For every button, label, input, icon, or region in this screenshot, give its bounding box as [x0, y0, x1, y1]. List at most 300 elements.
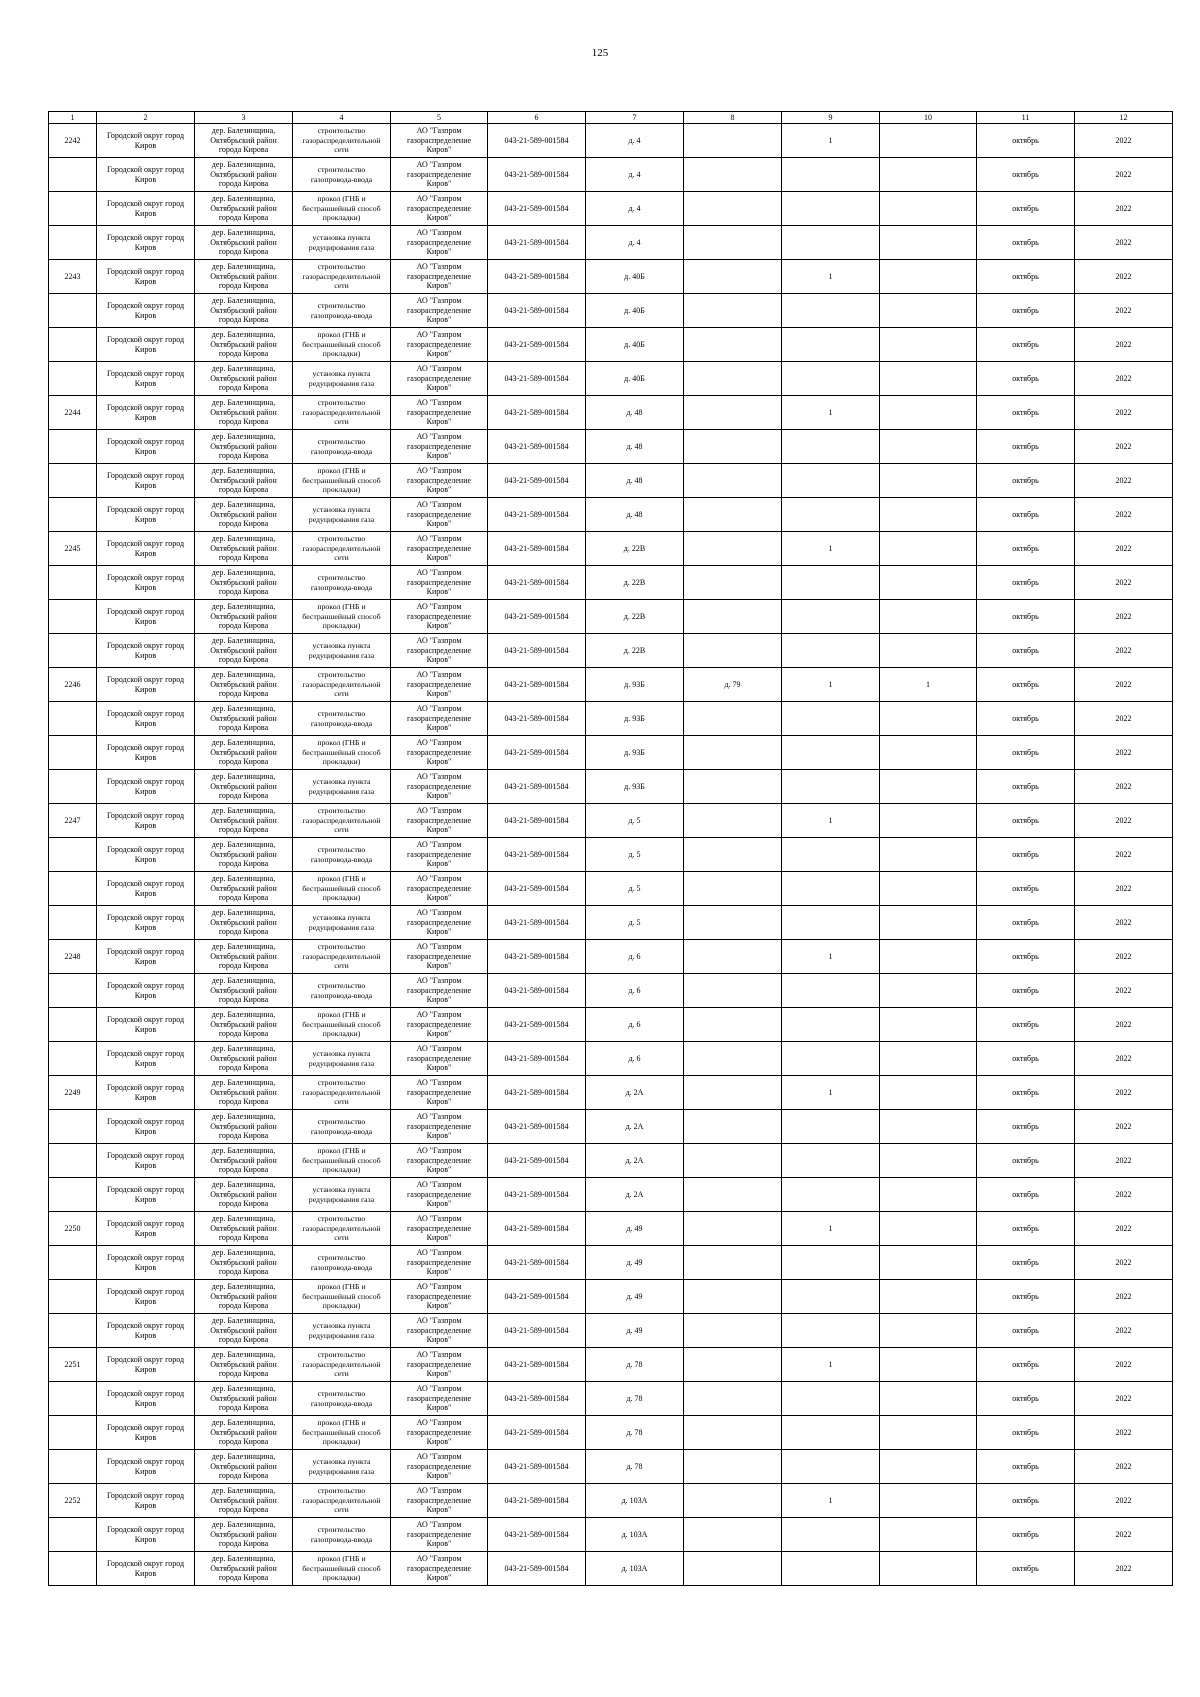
cell-organization [391, 1110, 488, 1144]
cell-organization [391, 838, 488, 872]
cell-month [977, 600, 1075, 634]
cell-count-1 [782, 1110, 880, 1144]
cell-program-code [488, 1110, 586, 1144]
cell-text: Городской округ город Киров [106, 1389, 185, 1408]
cell-count-1 [782, 1518, 880, 1552]
cell-settlement [195, 192, 293, 226]
cell-municipality [97, 430, 195, 464]
table-row [49, 192, 1173, 226]
cell-count-2 [880, 1416, 977, 1450]
cell-house-1 [586, 260, 684, 294]
column-header: 3 [195, 112, 293, 124]
cell-count-2 [880, 668, 977, 702]
cell-text: дер. Балезинщина, Октябрьский район города Кирова [210, 296, 277, 325]
cell-house-1 [586, 974, 684, 1008]
cell-municipality [97, 158, 195, 192]
cell-text: строительство газопровода-ввода [310, 1253, 373, 1272]
cell-text: 2022 [1115, 611, 1132, 621]
cell-text: 043-21-589-001584 [504, 1257, 569, 1267]
cell-month [977, 940, 1075, 974]
cell-program-code [488, 498, 586, 532]
cell-text: 043-21-589-001584 [504, 951, 569, 961]
cell-municipality [97, 1042, 195, 1076]
cell-municipality [97, 1450, 195, 1484]
cell-row-number [49, 974, 97, 1008]
column-header: 8 [684, 112, 782, 124]
cell-text: 1 [828, 679, 833, 689]
cell-settlement [195, 1450, 293, 1484]
cell-work-type [293, 430, 391, 464]
cell-count-2 [880, 702, 977, 736]
cell-house-1 [586, 804, 684, 838]
cell-text: 043-21-589-001584 [504, 815, 569, 825]
cell-organization [391, 1246, 488, 1280]
cell-text: Городской округ город Киров [106, 369, 185, 388]
cell-count-1 [782, 1484, 880, 1518]
cell-month [977, 464, 1075, 498]
cell-text: строительство газораспределительной сети [302, 1350, 381, 1379]
cell-text: Городской округ город Киров [106, 471, 185, 490]
cell-text: строительство газораспределительной сети [302, 1214, 381, 1243]
cell-row-number [49, 600, 97, 634]
cell-text: 043-21-589-001584 [504, 1325, 569, 1335]
cell-text: октябрь [1012, 509, 1039, 519]
cell-house-2 [684, 362, 782, 396]
cell-text: 2250 [64, 1223, 81, 1233]
cell-year [1075, 1552, 1173, 1586]
cell-work-type [293, 634, 391, 668]
cell-program-code [488, 1246, 586, 1280]
cell-count-1 [782, 600, 880, 634]
cell-count-1 [782, 770, 880, 804]
cell-program-code [488, 1518, 586, 1552]
cell-program-code [488, 634, 586, 668]
table-row [49, 1008, 1173, 1042]
cell-text: дер. Балезинщина, Октябрьский район города Кирова [210, 126, 277, 155]
cell-text: д. 4 [628, 169, 641, 179]
cell-text: д. 2А [625, 1189, 644, 1199]
cell-text: строительство газопровода-ввода [310, 165, 373, 184]
cell-work-type [293, 1314, 391, 1348]
cell-year [1075, 1382, 1173, 1416]
cell-settlement [195, 736, 293, 770]
cell-text: октябрь [1012, 849, 1039, 859]
cell-text: 2022 [1115, 509, 1132, 519]
cell-row-number [49, 940, 97, 974]
cell-text: октябрь [1012, 1393, 1039, 1403]
cell-work-type [293, 1042, 391, 1076]
cell-house-1 [586, 1178, 684, 1212]
cell-row-number [49, 1212, 97, 1246]
cell-count-2 [880, 974, 977, 1008]
cell-year [1075, 1212, 1173, 1246]
cell-program-code [488, 192, 586, 226]
cell-text: д. 2А [625, 1155, 644, 1165]
cell-text: Городской округ город Киров [106, 1185, 185, 1204]
cell-text: строительство газораспределительной сети [302, 398, 381, 427]
cell-text: Городской округ город Киров [106, 1423, 185, 1442]
table-row [49, 1212, 1173, 1246]
cell-settlement [195, 940, 293, 974]
cell-year [1075, 1348, 1173, 1382]
cell-municipality [97, 1484, 195, 1518]
cell-count-1 [782, 906, 880, 940]
cell-text: 2022 [1115, 747, 1132, 757]
cell-month [977, 1246, 1075, 1280]
cell-organization [391, 1008, 488, 1042]
cell-row-number [49, 124, 97, 158]
cell-text: АО "Газпром газораспределение Киров" [406, 432, 472, 461]
cell-municipality [97, 1280, 195, 1314]
cell-count-2 [880, 362, 977, 396]
cell-count-1 [782, 1382, 880, 1416]
cell-count-2 [880, 498, 977, 532]
cell-year [1075, 396, 1173, 430]
cell-text: Городской округ город Киров [106, 199, 185, 218]
cell-text: 2022 [1115, 1461, 1132, 1471]
cell-text: д. 48 [626, 475, 643, 485]
cell-text: д. 49 [626, 1325, 643, 1335]
cell-text: д. 22В [623, 645, 646, 655]
cell-month [977, 1008, 1075, 1042]
table-row [49, 464, 1173, 498]
cell-text: Городской округ город Киров [106, 1559, 185, 1578]
cell-program-code [488, 532, 586, 566]
cell-work-type [293, 1212, 391, 1246]
table-row [49, 1348, 1173, 1382]
cell-text: октябрь [1012, 645, 1039, 655]
cell-year [1075, 192, 1173, 226]
cell-organization [391, 430, 488, 464]
cell-text: д. 6 [628, 985, 641, 995]
cell-text: 2022 [1115, 441, 1132, 451]
cell-house-1 [586, 1110, 684, 1144]
cell-text: дер. Балезинщина, Октябрьский район города Кирова [210, 466, 277, 495]
cell-house-2 [684, 1144, 782, 1178]
table-row [49, 1450, 1173, 1484]
cell-text: АО "Газпром газораспределение Киров" [406, 738, 472, 767]
cell-month [977, 226, 1075, 260]
cell-program-code [488, 260, 586, 294]
cell-row-number [49, 1246, 97, 1280]
cell-house-1 [586, 566, 684, 600]
cell-text: 043-21-589-001584 [504, 747, 569, 757]
cell-organization [391, 872, 488, 906]
cell-text: Городской округ город Киров [106, 1219, 185, 1238]
cell-row-number [49, 838, 97, 872]
cell-work-type [293, 1144, 391, 1178]
cell-text: дер. Балезинщина, Октябрьский район города Кирова [210, 398, 277, 427]
cell-month [977, 1076, 1075, 1110]
cell-year [1075, 1110, 1173, 1144]
cell-text: октябрь [1012, 917, 1039, 927]
cell-house-2 [684, 1178, 782, 1212]
cell-text: дер. Балезинщина, Октябрьский район города Кирова [210, 738, 277, 767]
cell-year [1075, 1314, 1173, 1348]
cell-count-2 [880, 124, 977, 158]
cell-text: д. 40Б [624, 339, 645, 349]
cell-month [977, 1518, 1075, 1552]
cell-house-2 [684, 668, 782, 702]
cell-text: Городской округ город Киров [106, 267, 185, 286]
cell-text: д. 49 [626, 1223, 643, 1233]
cell-house-1 [586, 872, 684, 906]
column-header: 10 [880, 112, 977, 124]
cell-text: д. 40Б [624, 373, 645, 383]
cell-program-code [488, 464, 586, 498]
cell-program-code [488, 294, 586, 328]
cell-year [1075, 600, 1173, 634]
cell-house-2 [684, 1484, 782, 1518]
cell-organization [391, 906, 488, 940]
cell-work-type [293, 260, 391, 294]
cell-text: АО "Газпром газораспределение Киров" [406, 670, 472, 699]
cell-settlement [195, 668, 293, 702]
cell-count-2 [880, 634, 977, 668]
cell-text: дер. Балезинщина, Октябрьский район города Кирова [210, 840, 277, 869]
cell-text: д. 79 [724, 679, 741, 689]
cell-year [1075, 906, 1173, 940]
cell-settlement [195, 1484, 293, 1518]
cell-house-2 [684, 1518, 782, 1552]
cell-month [977, 1348, 1075, 1382]
cell-settlement [195, 702, 293, 736]
cell-settlement [195, 1416, 293, 1450]
cell-text: АО "Газпром газораспределение Киров" [406, 772, 472, 801]
cell-house-2 [684, 294, 782, 328]
cell-month [977, 1280, 1075, 1314]
cell-organization [391, 1450, 488, 1484]
cell-organization [391, 532, 488, 566]
cell-house-1 [586, 464, 684, 498]
cell-year [1075, 430, 1173, 464]
cell-program-code [488, 430, 586, 464]
cell-text: октябрь [1012, 135, 1039, 145]
cell-text: дер. Балезинщина, Октябрьский район города Кирова [210, 1248, 277, 1277]
cell-settlement [195, 1110, 293, 1144]
cell-municipality [97, 1552, 195, 1586]
cell-text: 2022 [1115, 815, 1132, 825]
column-header: 2 [97, 112, 195, 124]
cell-text: октябрь [1012, 169, 1039, 179]
cell-house-2 [684, 1008, 782, 1042]
cell-work-type [293, 362, 391, 396]
cell-house-2 [684, 770, 782, 804]
cell-house-1 [586, 1144, 684, 1178]
cell-month [977, 566, 1075, 600]
cell-row-number [49, 226, 97, 260]
column-header: 9 [782, 112, 880, 124]
cell-text: дер. Балезинщина, Октябрьский район города Кирова [210, 1418, 277, 1447]
cell-house-2 [684, 1042, 782, 1076]
table-row [49, 770, 1173, 804]
table-row [49, 124, 1173, 158]
cell-count-1 [782, 226, 880, 260]
table-row [49, 1314, 1173, 1348]
cell-month [977, 872, 1075, 906]
table-body [49, 124, 1173, 1586]
cell-text: 043-21-589-001584 [504, 305, 569, 315]
cell-text: Городской округ город Киров [106, 437, 185, 456]
cell-count-1 [782, 294, 880, 328]
cell-text: установка пункта редуцирования газа [308, 369, 375, 388]
cell-municipality [97, 1348, 195, 1382]
cell-text: Городской округ город Киров [106, 573, 185, 592]
cell-month [977, 838, 1075, 872]
cell-settlement [195, 260, 293, 294]
cell-text: октябрь [1012, 1257, 1039, 1267]
cell-municipality [97, 668, 195, 702]
cell-text: дер. Балезинщина, Октябрьский район города Кирова [210, 976, 277, 1005]
table-row [49, 430, 1173, 464]
cell-text: 2022 [1115, 135, 1132, 145]
cell-text: 2022 [1115, 1359, 1132, 1369]
cell-text: Городской округ город Киров [106, 1083, 185, 1102]
cell-text: прокол (ГНБ и бестраншейный способ прокладки) [302, 330, 381, 359]
cell-text: д. 93Б [624, 747, 645, 757]
cell-text: октябрь [1012, 339, 1039, 349]
cell-text: д. 4 [628, 237, 641, 247]
cell-program-code [488, 770, 586, 804]
cell-program-code [488, 668, 586, 702]
cell-count-1 [782, 430, 880, 464]
cell-text: октябрь [1012, 1529, 1039, 1539]
cell-work-type [293, 532, 391, 566]
table-row [49, 906, 1173, 940]
cell-text: строительство газопровода-ввода [310, 709, 373, 728]
cell-text: октябрь [1012, 373, 1039, 383]
cell-municipality [97, 804, 195, 838]
cell-row-number [49, 294, 97, 328]
cell-text: 2022 [1115, 1257, 1132, 1267]
cell-row-number [49, 770, 97, 804]
cell-year [1075, 226, 1173, 260]
cell-text: 2022 [1115, 271, 1132, 281]
cell-work-type [293, 770, 391, 804]
cell-house-2 [684, 736, 782, 770]
cell-organization [391, 1076, 488, 1110]
cell-text: АО "Газпром газораспределение Киров" [406, 1452, 472, 1481]
cell-text: 2022 [1115, 237, 1132, 247]
cell-text: д. 22В [623, 543, 646, 553]
cell-month [977, 974, 1075, 1008]
cell-text: 043-21-589-001584 [504, 645, 569, 655]
cell-text: АО "Газпром газораспределение Киров" [406, 1520, 472, 1549]
cell-house-2 [684, 1246, 782, 1280]
cell-settlement [195, 532, 293, 566]
cell-text: октябрь [1012, 441, 1039, 451]
cell-house-2 [684, 702, 782, 736]
cell-count-1 [782, 1246, 880, 1280]
cell-program-code [488, 1178, 586, 1212]
cell-count-2 [880, 600, 977, 634]
cell-text: 2022 [1115, 1529, 1132, 1539]
cell-year [1075, 1076, 1173, 1110]
cell-organization [391, 1552, 488, 1586]
cell-organization [391, 328, 488, 362]
cell-text: Городской округ город Киров [106, 981, 185, 1000]
cell-text: строительство газораспределительной сети [302, 942, 381, 971]
cell-count-1 [782, 1280, 880, 1314]
cell-text: д. 78 [626, 1427, 643, 1437]
cell-text: октябрь [1012, 1189, 1039, 1199]
cell-text: 2022 [1115, 1053, 1132, 1063]
cell-month [977, 192, 1075, 226]
cell-program-code [488, 1042, 586, 1076]
cell-month [977, 736, 1075, 770]
cell-text: д. 78 [626, 1393, 643, 1403]
cell-program-code [488, 1008, 586, 1042]
cell-municipality [97, 600, 195, 634]
cell-text: АО "Газпром газораспределение Киров" [406, 500, 472, 529]
cell-text: дер. Балезинщина, Октябрьский район города Кирова [210, 942, 277, 971]
cell-text: АО "Газпром газораспределение Киров" [406, 534, 472, 563]
cell-month [977, 1042, 1075, 1076]
cell-text: дер. Балезинщина, Октябрьский район города Кирова [210, 874, 277, 903]
cell-text: установка пункта редуцирования газа [308, 913, 375, 932]
cell-program-code [488, 1416, 586, 1450]
cell-row-number [49, 1518, 97, 1552]
cell-month [977, 1382, 1075, 1416]
cell-house-1 [586, 294, 684, 328]
cell-text: 043-21-589-001584 [504, 441, 569, 451]
table-row [49, 940, 1173, 974]
table-row [49, 702, 1173, 736]
cell-text: д. 103А [621, 1495, 648, 1505]
cell-text: строительство газопровода-ввода [310, 1525, 373, 1544]
cell-text: 2022 [1115, 475, 1132, 485]
cell-text: 1 [828, 951, 833, 961]
cell-text: октябрь [1012, 271, 1039, 281]
cell-settlement [195, 634, 293, 668]
cell-work-type [293, 1348, 391, 1382]
cell-settlement [195, 1348, 293, 1382]
cell-house-2 [684, 1450, 782, 1484]
cell-text: октябрь [1012, 305, 1039, 315]
cell-text: строительство газораспределительной сети [302, 262, 381, 291]
cell-text: 043-21-589-001584 [504, 849, 569, 859]
cell-count-2 [880, 1178, 977, 1212]
cell-text: 1 [926, 679, 930, 689]
cell-house-1 [586, 702, 684, 736]
table-row [49, 668, 1173, 702]
cell-year [1075, 294, 1173, 328]
cell-house-1 [586, 1484, 684, 1518]
cell-municipality [97, 226, 195, 260]
cell-settlement [195, 226, 293, 260]
cell-municipality [97, 396, 195, 430]
cell-text: установка пункта редуцирования газа [308, 641, 375, 660]
cell-month [977, 702, 1075, 736]
cell-month [977, 430, 1075, 464]
cell-text: октябрь [1012, 713, 1039, 723]
cell-year [1075, 838, 1173, 872]
cell-count-2 [880, 1552, 977, 1586]
cell-organization [391, 600, 488, 634]
cell-settlement [195, 1144, 293, 1178]
cell-text: 2022 [1115, 1087, 1132, 1097]
cell-text: Городской округ город Киров [106, 709, 185, 728]
cell-text: д. 5 [628, 917, 641, 927]
cell-municipality [97, 362, 195, 396]
cell-house-1 [586, 532, 684, 566]
cell-program-code [488, 1314, 586, 1348]
table-row [49, 736, 1173, 770]
cell-house-1 [586, 1518, 684, 1552]
cell-month [977, 362, 1075, 396]
table-row [49, 1076, 1173, 1110]
cell-program-code [488, 600, 586, 634]
